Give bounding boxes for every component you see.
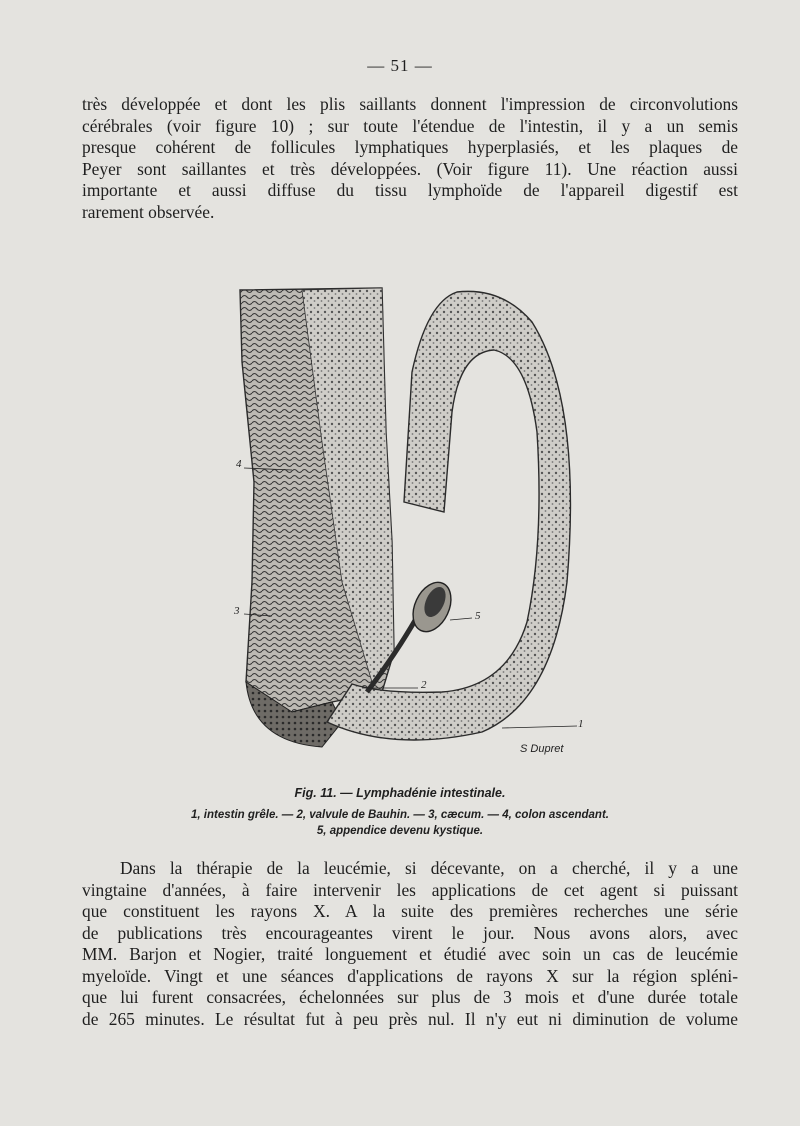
- text-line: que constituent les rayons X. A la suite des premières recherches une série: [82, 901, 738, 921]
- text-line: MM. Barjon et Nogier, traité longuement et étudié avec soin un cas de leucémie: [82, 944, 738, 964]
- paragraph-top: [82, 94, 738, 223]
- text-line: Dans la thérapie de la leucémie, si décevante, on a cherché, il y a une: [120, 858, 738, 878]
- text-line: que lui furent consacrées, échelonnées sur plus de 3 mois et d'une durée totale: [82, 987, 738, 1007]
- label-1: 1: [578, 718, 584, 730]
- text-line: Peyer sont saillantes et très développées. (Voir figure 11). Une réaction aussi: [82, 158, 738, 179]
- artist-signature: S Dupret: [520, 743, 564, 755]
- label-4: 4: [236, 458, 242, 470]
- text-line: myeloïde. Vingt et une séances d'applications de rayons X sur la région spléni-: [82, 965, 738, 986]
- page-number: — 51 —: [367, 56, 433, 75]
- text-line: rarement observée.: [82, 201, 215, 222]
- label-3: 3: [234, 605, 240, 617]
- text-line: vingtaine d'années, à faire intervenir les applications de cet agent si puissant: [82, 879, 738, 900]
- text-line: de 265 minutes. Le résultat fut à peu près nul. Il n'y eut ni diminution de volume: [82, 1008, 738, 1029]
- text-line: importante et aussi diffuse du tissu lymphoïde de l'appareil digestif est: [82, 180, 738, 200]
- text-line: très développée et dont les plis saillants donnent l'impression de circonvolutions: [82, 94, 738, 114]
- figure-caption-legend: 5, appendice devenu kystique.: [316, 825, 484, 837]
- figure-caption-legend: 1, intestin grêle. — 2, valvule de Bauhin. — 3, cæcum. — 4, colon ascendant.: [191, 809, 609, 821]
- figure-caption-title: Fig. 11. — Lymphadénie intestinale.: [294, 786, 506, 800]
- intestine-drawing: [232, 282, 592, 762]
- label-5: 5: [475, 610, 481, 622]
- text-line: de publications très encourageantes virent le jour. Nous avons alors, avec: [82, 922, 738, 943]
- text-line: cérébrales (voir figure 10) ; sur toute l'étendue de l'intestin, il y a un semis: [82, 115, 738, 136]
- intestine-illustration: [232, 282, 592, 762]
- paragraph-bottom: [82, 858, 738, 1030]
- text-line: presque cohérent de follicules lymphatiques hyperplasiés, et les plaques de: [82, 137, 738, 157]
- label-2: 2: [421, 679, 427, 691]
